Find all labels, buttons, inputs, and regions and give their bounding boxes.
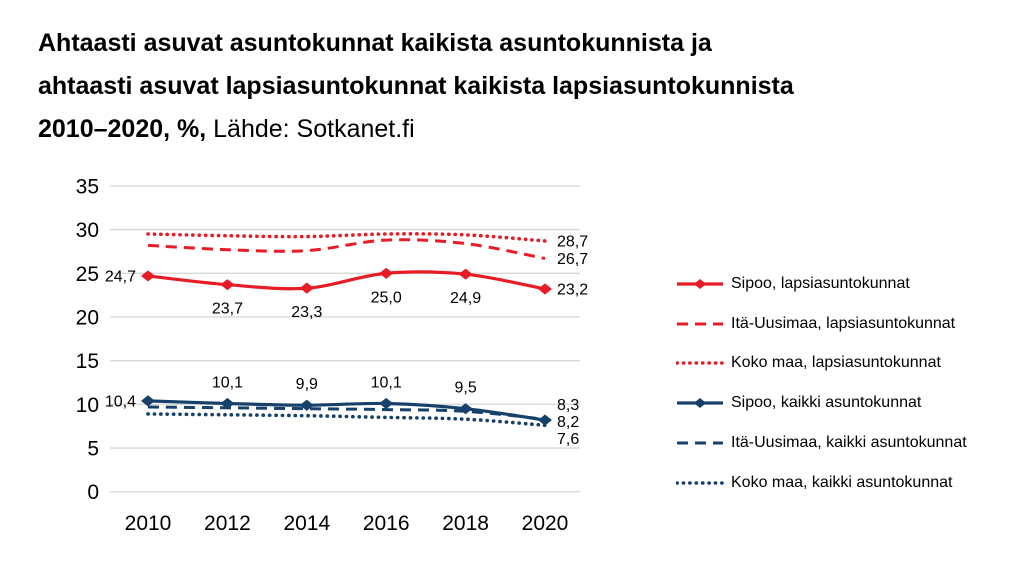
series-line-it-uusimaa-lapsiasuntokunnat [148, 240, 545, 259]
data-label-sipoo-lapsiasuntokunnat-2010: 24,7 [104, 268, 136, 286]
legend-dashed-line-icon [676, 317, 724, 331]
end-label-koko-maa-lapsiasuntokunnat: 28,7 [557, 233, 589, 251]
data-label-sipoo-kaikki-asuntokunnat-2018: 9,5 [454, 379, 477, 397]
legend-item-sipoo-kaikki-asuntokunnat [676, 383, 1020, 423]
x-axis-label-2018: 2018 [442, 512, 489, 535]
data-label-sipoo-lapsiasuntokunnat-2012: 23,7 [211, 300, 243, 318]
legend-label: Sipoo, kaikki asuntokunnat [731, 394, 922, 412]
x-axis-label-2014: 2014 [283, 512, 331, 535]
end-label-it-uusimaa-kaikki-asuntokunnat: 8,3 [557, 397, 580, 415]
y-axis-label-35: 35 [75, 175, 99, 199]
end-label-koko-maa-kaikki-asuntokunnat: 7,6 [557, 431, 580, 449]
legend-label: Koko maa, kaikki asuntokunnat [731, 473, 953, 491]
data-point-marker-sipoo-lapsiasuntokunnat-2010 [141, 270, 155, 281]
title-line-1: Ahtaasti asuvat asuntokunnat kaikista asuntokunnista ja [38, 29, 712, 57]
legend-solid-line-icon [676, 396, 724, 410]
series-line-koko-maa-kaikki-asuntokunnat [148, 414, 545, 425]
legend-item-it-uusimaa-lapsiasuntokunnat [676, 304, 1020, 344]
y-axis-label-10: 10 [75, 393, 99, 417]
legend-label: Koko maa, lapsiasuntokunnat [731, 354, 941, 372]
legend-solid-line-icon [676, 277, 724, 291]
end-label-it-uusimaa-lapsiasuntokunnat: 26,7 [557, 250, 589, 268]
data-label-sipoo-lapsiasuntokunnat-2016: 25,0 [370, 289, 402, 307]
legend-item-koko-maa-kaikki-asuntokunnat [676, 463, 1020, 503]
series-line-koko-maa-lapsiasuntokunnat [148, 234, 545, 241]
title-line-2: ahtaasti asuvat lapsiasuntokunnat kaikista lapsiasuntokunnista [38, 72, 794, 100]
x-axis-label-2012: 2012 [204, 512, 251, 535]
data-label-sipoo-lapsiasuntokunnat-2018: 24,9 [450, 290, 482, 308]
chart-legend [676, 264, 1020, 503]
title-source: Lähde: Sotkanet.fi [206, 115, 415, 143]
data-label-sipoo-kaikki-asuntokunnat-2012: 10,1 [211, 374, 243, 392]
data-point-marker-sipoo-lapsiasuntokunnat-2016 [379, 268, 393, 279]
series-line-sipoo-lapsiasuntokunnat [148, 272, 545, 289]
end-label-sipoo-lapsiasuntokunnat: 23,2 [557, 281, 589, 299]
legend-item-it-uusimaa-kaikki-asuntokunnat [676, 423, 1020, 463]
legend-dashed-line-icon [676, 436, 724, 450]
data-point-marker-sipoo-kaikki-asuntokunnat-2016 [379, 398, 393, 409]
data-point-marker-sipoo-lapsiasuntokunnat-2020 [538, 283, 552, 294]
y-axis-label-5: 5 [87, 437, 99, 461]
legend-item-sipoo-lapsiasuntokunnat [676, 264, 1020, 304]
legend-label: Itä-Uusimaa, kaikki asuntokunnat [731, 434, 967, 452]
legend-dotted-line-icon [676, 476, 724, 490]
data-point-marker-sipoo-lapsiasuntokunnat-2018 [459, 269, 473, 280]
legend-label: Sipoo, lapsiasuntokunnat [731, 274, 910, 292]
legend-label: Itä-Uusimaa, lapsiasuntokunnat [731, 314, 956, 332]
legend-dotted-line-icon [676, 356, 724, 370]
y-axis-label-15: 15 [75, 350, 99, 374]
y-axis-label-0: 0 [87, 481, 99, 505]
data-label-sipoo-kaikki-asuntokunnat-2014: 9,9 [295, 376, 318, 394]
x-axis-label-2016: 2016 [362, 512, 410, 535]
legend-item-koko-maa-lapsiasuntokunnat [676, 344, 1020, 384]
data-label-sipoo-kaikki-asuntokunnat-2016: 10,1 [370, 374, 402, 392]
legend-diamond-marker-icon [694, 398, 706, 408]
y-axis-label-25: 25 [75, 262, 99, 286]
title-years-percent: 2010–2020, %, [38, 115, 207, 143]
x-axis-label-2010: 2010 [124, 512, 172, 535]
y-axis-label-20: 20 [75, 306, 99, 330]
data-label-sipoo-lapsiasuntokunnat-2014: 23,3 [291, 304, 323, 322]
data-label-sipoo-kaikki-asuntokunnat-2010: 10,4 [104, 393, 136, 411]
x-axis-label-2020: 2020 [521, 512, 569, 535]
data-point-marker-sipoo-lapsiasuntokunnat-2012 [220, 279, 234, 290]
data-point-marker-sipoo-lapsiasuntokunnat-2014 [300, 283, 314, 294]
end-label-sipoo-kaikki-asuntokunnat: 8,2 [557, 414, 580, 432]
legend-diamond-marker-icon [694, 279, 706, 289]
y-axis-label-30: 30 [75, 219, 99, 243]
